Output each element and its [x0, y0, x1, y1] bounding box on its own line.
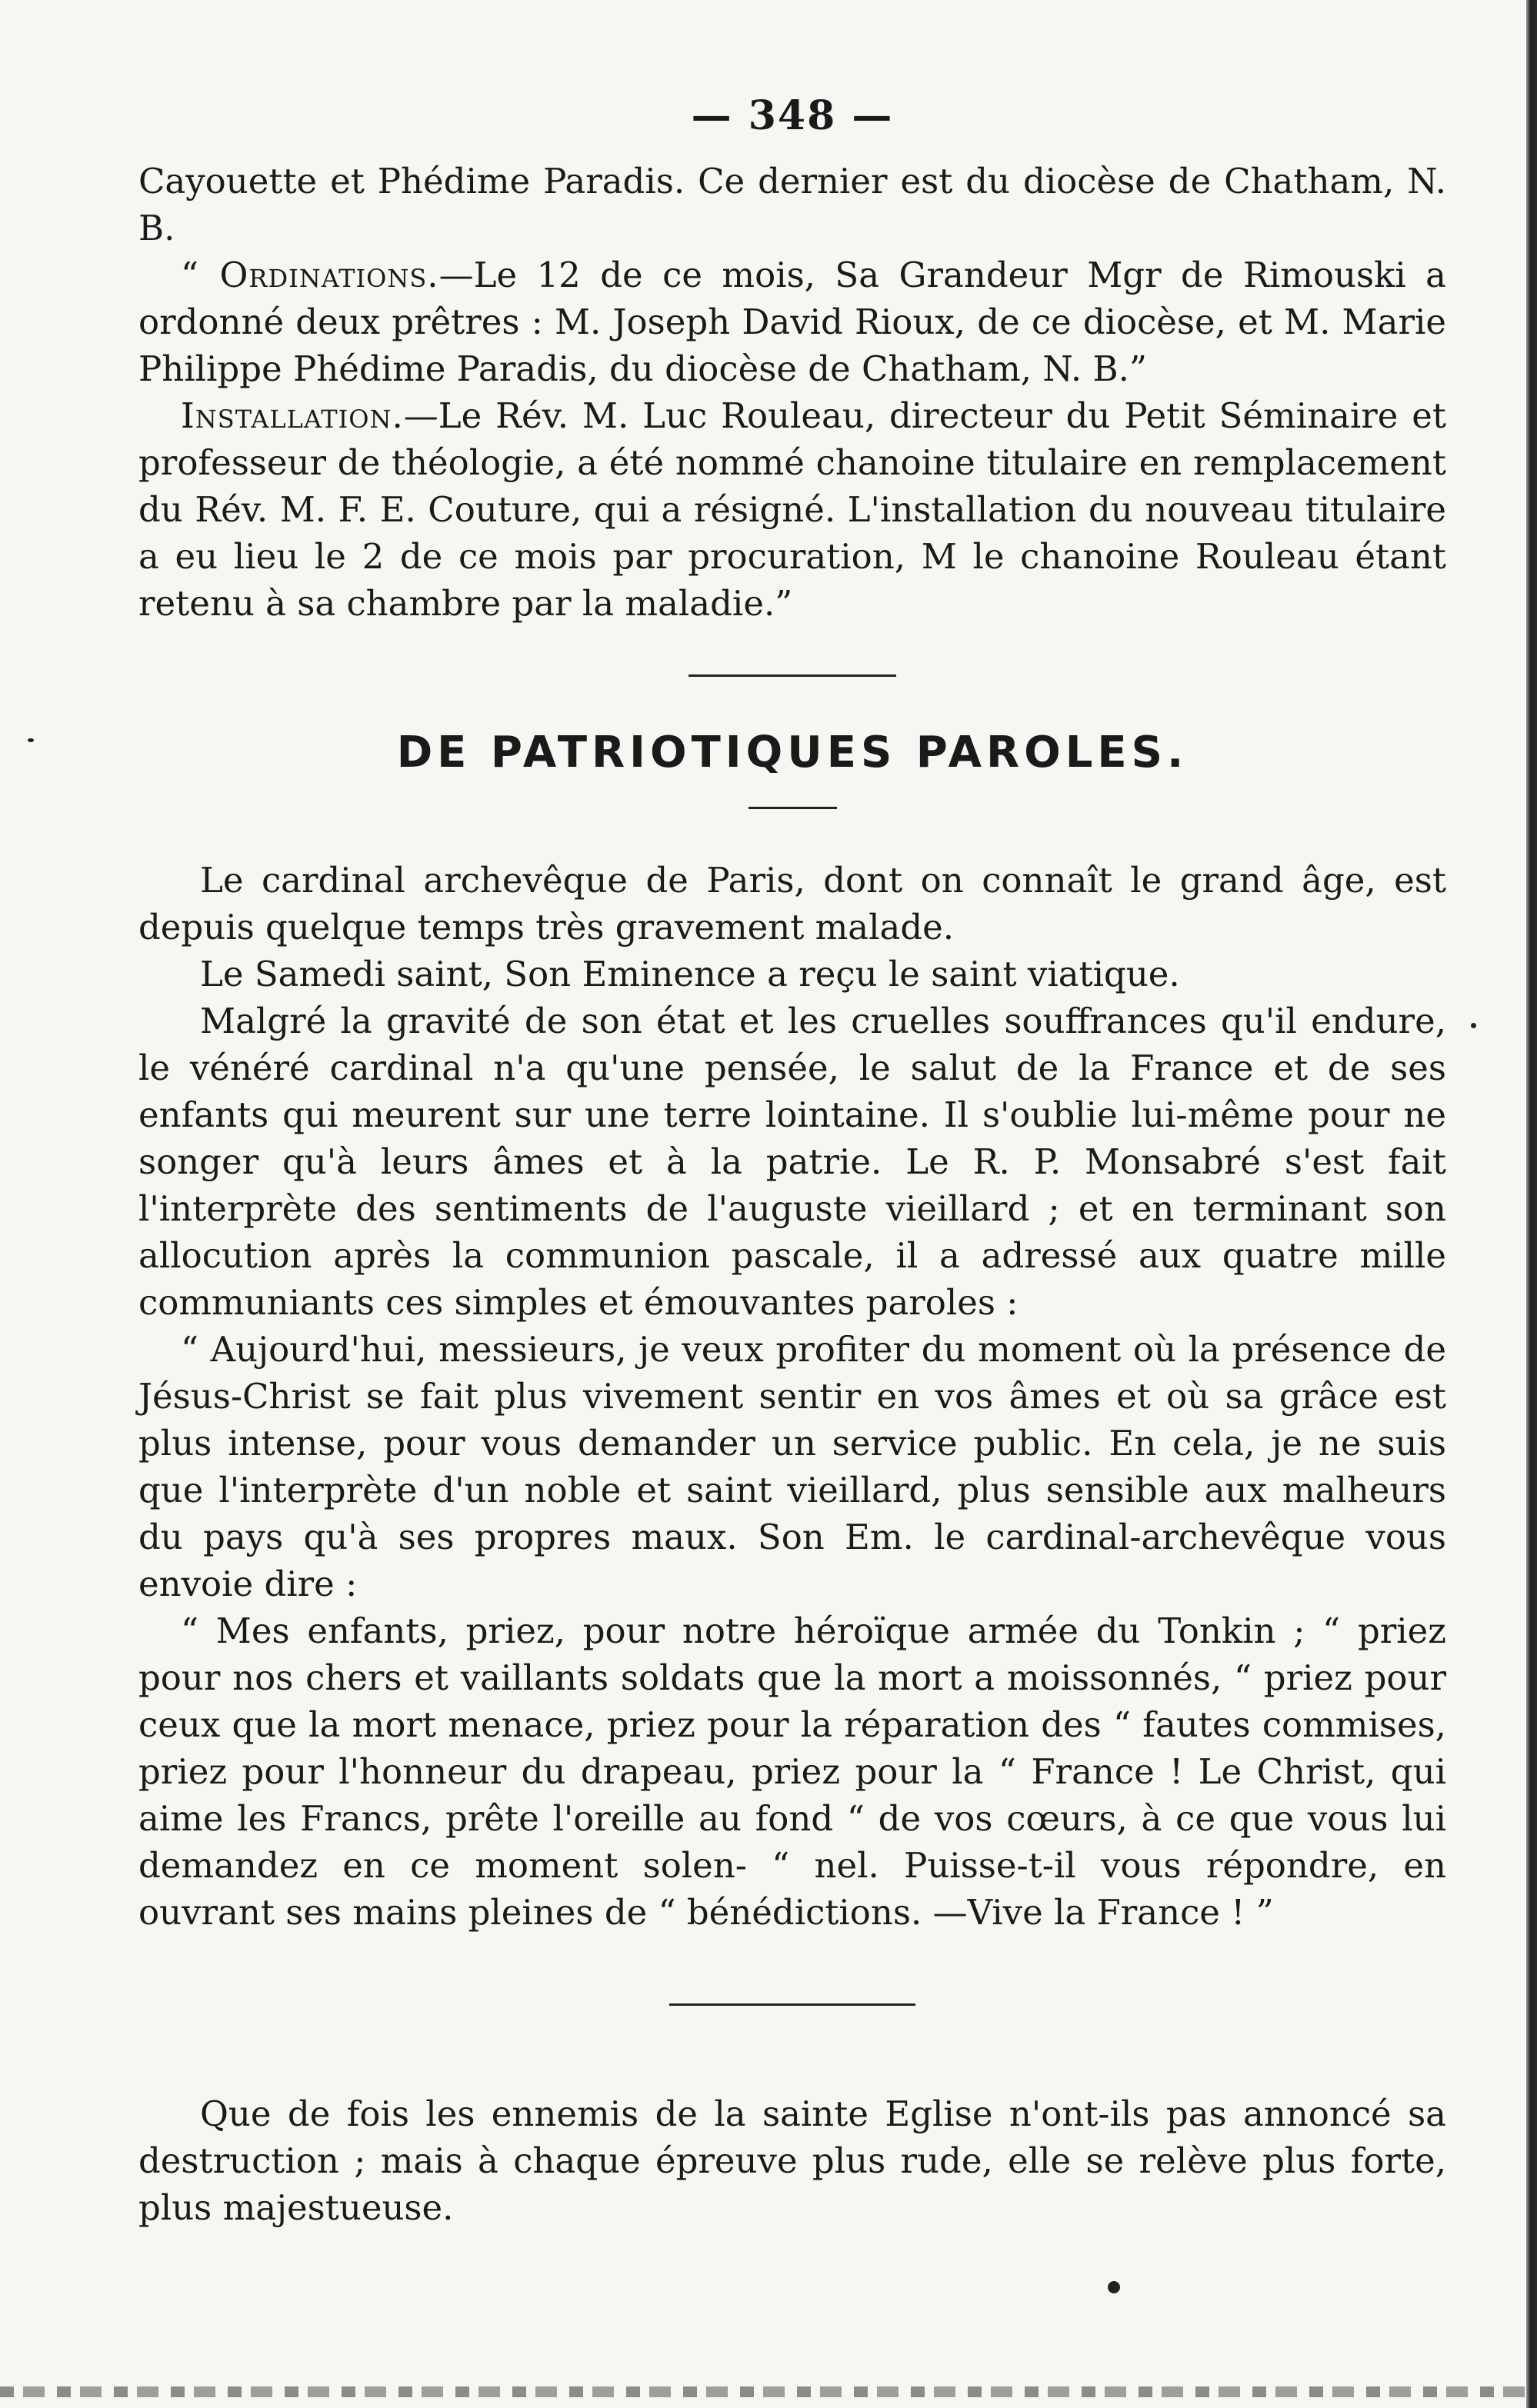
- page-number: — 348 —: [691, 92, 894, 139]
- ordinations-label: “ Ordinations.: [181, 255, 439, 295]
- installation-label: Installation.: [181, 395, 404, 436]
- ink-speck: [28, 738, 34, 742]
- ink-speck: [1471, 1023, 1476, 1028]
- lead-paragraph: Cayouette et Phédime Paradis. Ce dernier est du diocèse de Chatham, N. B.: [138, 161, 1446, 248]
- cardinal-message: “ Mes enfants, priez, pour notre héroïque armée du Tonkin ; “ priez pour nos chers et vaillants soldats que la mort a moissonnés, “ priez pour ceux que la mort menace, priez pour la réparation des “ fautes commises, priez pour l'honneur du drapeau, priez pour la “ France ! Le Christ, qui aime les Francs, prête l'oreille au fond “ de vos cœurs, à ce que vous lui demandez en ce moment solen- “ nel. Puisse-t-il vous répondre, en ouvrant ses mains pleines de “ bénédictions. —Vive la France ! ”: [138, 1610, 1446, 1933]
- speech-paragraph: “ Aujourd'hui, messieurs, je veux profiter du moment où la présence de Jésus-Christ se fait plus vivement sentir en vos âmes et où sa grâce est plus intense, pour vous demander un service public. En cela, je ne suis que l'interprète d'un noble et saint vieillard, plus sensible aux malheurs du pays qu'à ses propres maux. Son Em. le cardinal-archevêque vous envoie dire :: [138, 1329, 1446, 1604]
- page-edge-shadow: [1526, 0, 1537, 2408]
- section-divider: [688, 674, 896, 677]
- closing-paragraph: Que de fois les ennemis de la sainte Eglise n'ont-ils pas annoncé sa destruction ; mais à chaque épreuve plus rude, elle se relève plus forte, plus majestueuse.: [138, 2093, 1446, 2228]
- installation-text: —Le Rév. M. Luc Rouleau, directeur du Petit Séminaire et professeur de théologie, a été nommé chanoine titulaire en remplacement du Rév. M. F. E. Couture, qui a résigné. L'installation du nouveau titulaire a eu lieu le 2 de ce mois par procuration, M le chanoine Rouleau étant retenu à sa chambre par la maladie.”: [138, 395, 1446, 624]
- ordinations-paragraph: [138, 251, 1446, 392]
- article-paragraph: Le cardinal archevêque de Paris, dont on connaît le grand âge, est depuis quelque temps très gravement malade.: [138, 860, 1446, 948]
- installation-paragraph: [138, 392, 1446, 627]
- title-divider: [748, 807, 837, 809]
- ink-speck: [1108, 2281, 1120, 2293]
- article-title: DE PATRIOTIQUES PAROLES.: [396, 728, 1189, 778]
- ordinations-text: —Le 12 de ce mois, Sa Grandeur Mgr de Rimouski a ordonné deux prêtres : M. Joseph David Rioux, de ce diocèse, et M. Marie Philippe Phédime Paradis, du diocèse de Chatham, N. B.”: [138, 255, 1446, 389]
- article-paragraph: Malgré la gravité de son état et les cruelles souffrances qu'il endure, le vénéré cardinal n'a qu'une pensée, le salut de la France et de ses enfants qui meurent sur une terre lointaine. Il s'oublie lui-même pour ne songer qu'à leurs âmes et à la patrie. Le R. P. Monsabré s'est fait l'interprète des sentiments de l'auguste vieillard ; et en terminant son allocution après la communion pascale, il a adressé aux quatre mille communiants ces simples et émouvantes paroles :: [138, 1001, 1446, 1323]
- bottom-scan-artifact: [0, 2386, 1526, 2397]
- text-column: [138, 92, 1446, 2231]
- closing-divider: [669, 2003, 915, 2006]
- article-paragraph: Le Samedi saint, Son Eminence a reçu le saint viatique.: [200, 954, 1180, 994]
